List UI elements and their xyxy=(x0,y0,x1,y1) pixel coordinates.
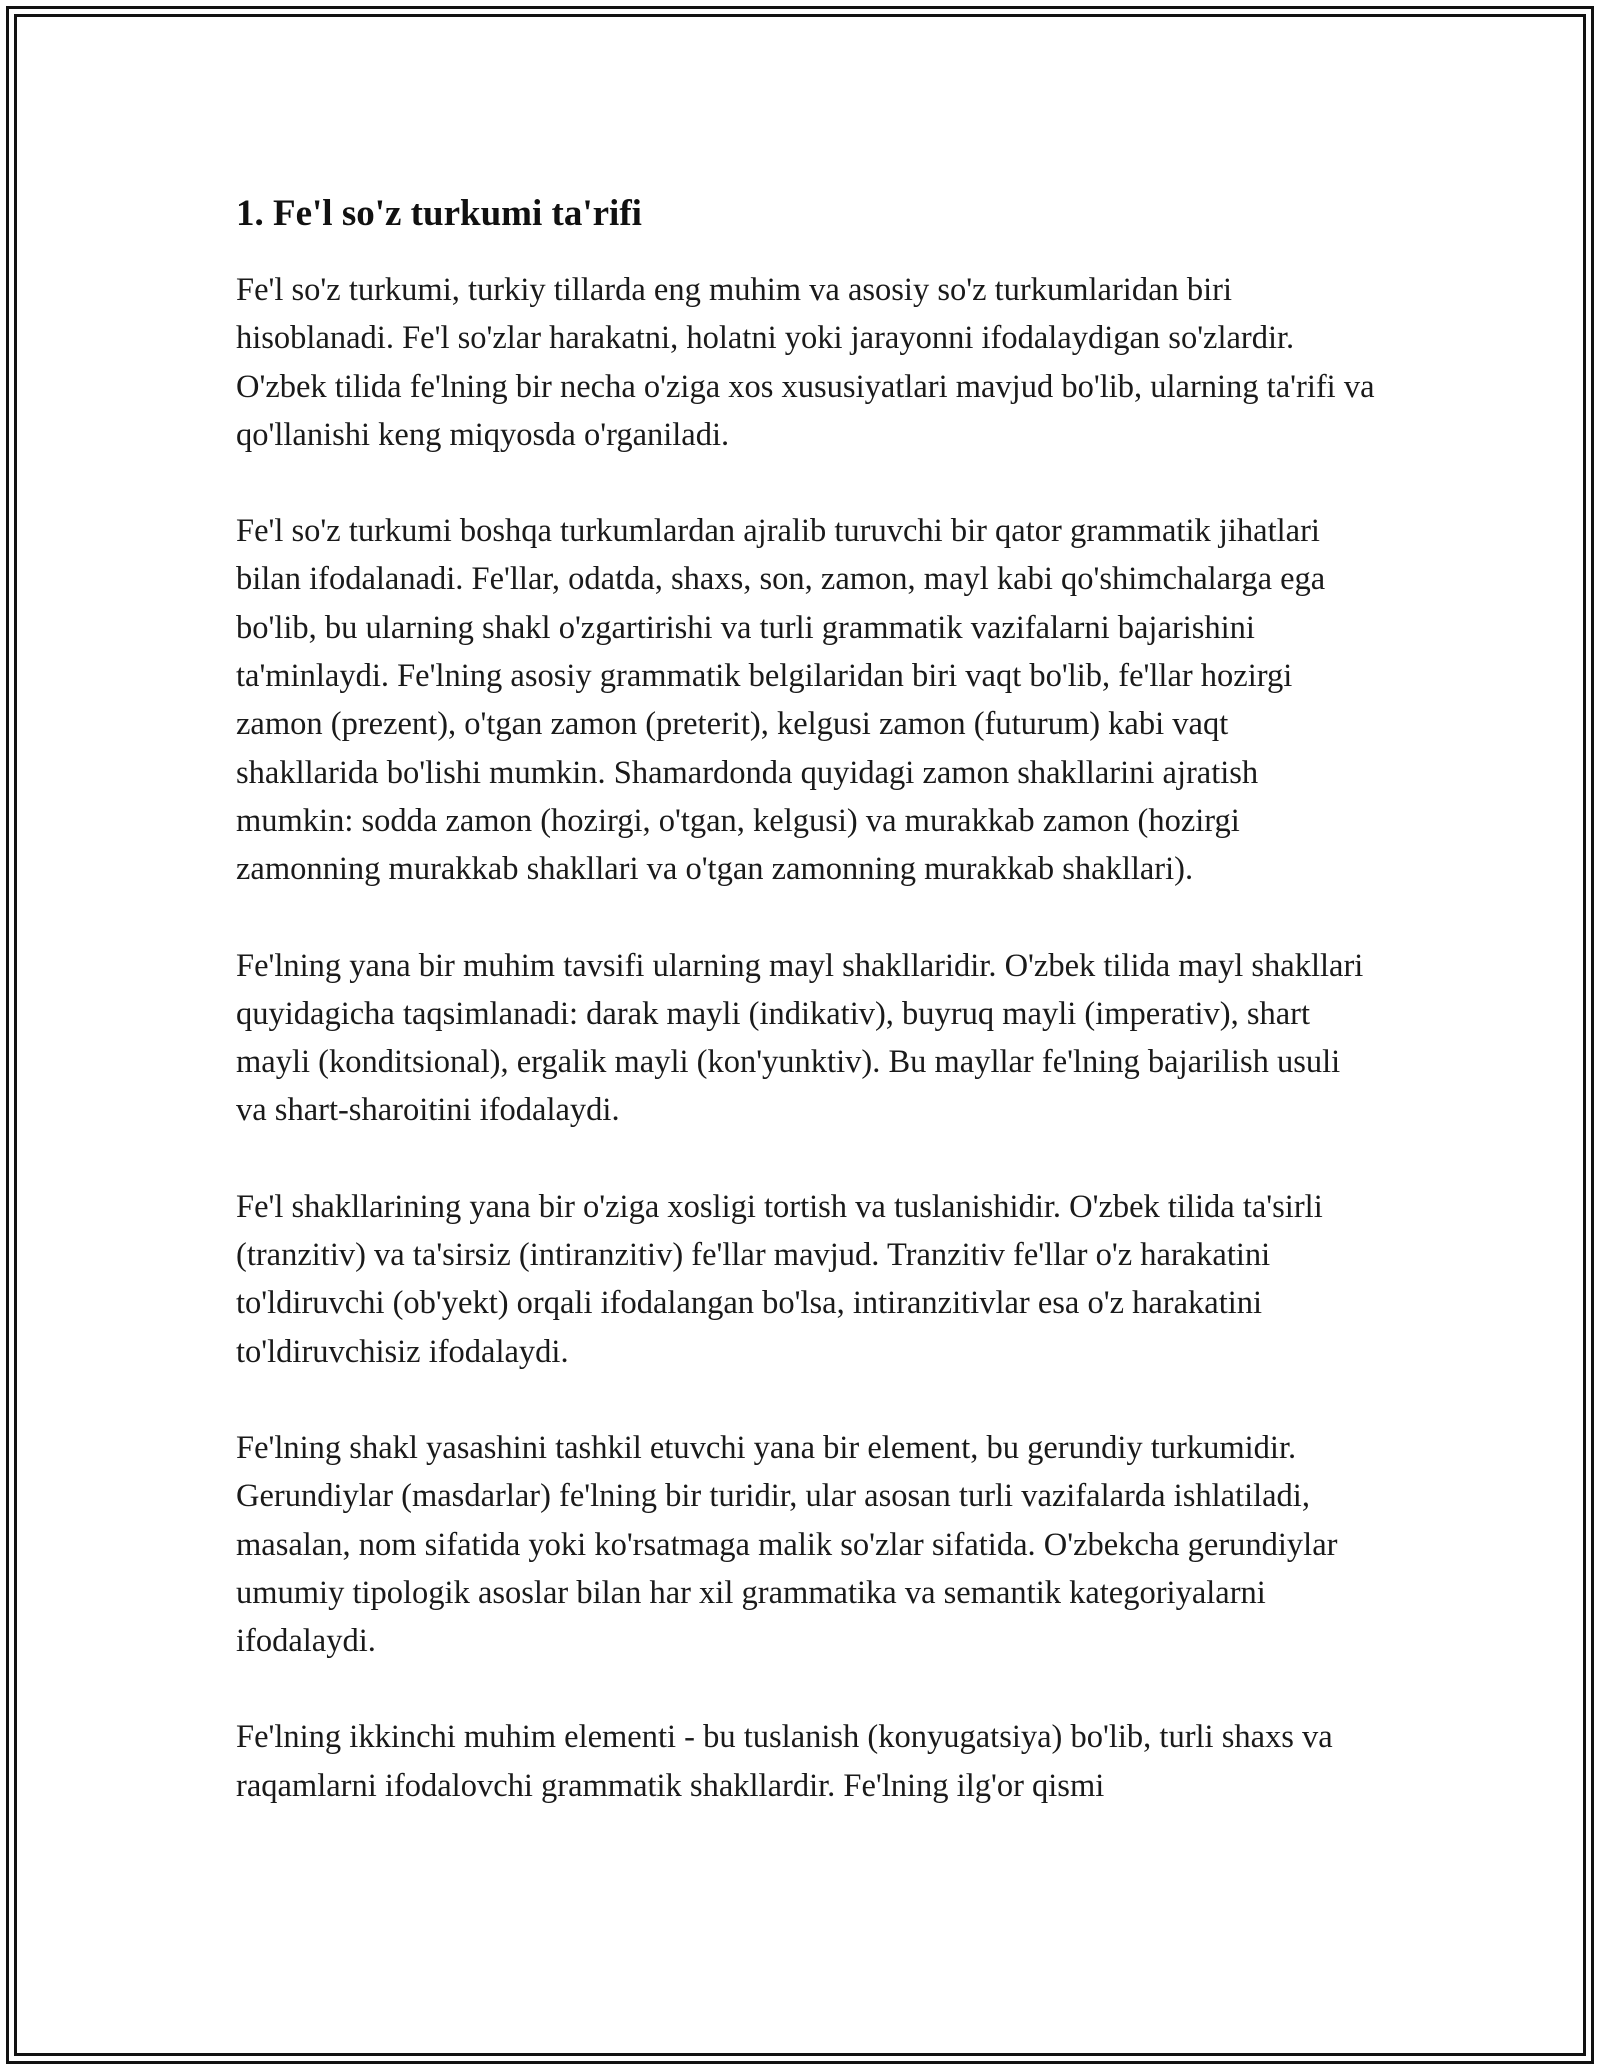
paragraph-conjugation: Fe'lning ikkinchi muhim elementi - bu tuslanish (konyugatsiya) bo'lib, turli shaxs va raqamlarni ifodalovchi grammatik shakllardir. Fe'lning ilg'or qismi xyxy=(236,1719,1333,1804)
paragraph-mood-forms: Fe'lning yana bir muhim tavsifi ularning mayl shakllaridir. O'zbek tilida mayl shakllari quyidagicha taqsimlanadi: darak mayli (indikativ), buyruq mayli (imperativ), shart mayli (konditsional), ergalik mayli (kon'yunktiv). Bu mayllar fe'lning bajarilish usuli va shart-sharoitini ifodalaydi. xyxy=(236,947,1364,1129)
paragraph-transitivity: Fe'l shakllarining yana bir o'ziga xosligi tortish va tuslanishidir. O'zbek tilida ta'sirli (tranzitiv) va ta'sirsiz (intiranzitiv) fe'llar mavjud. Tranzitiv fe'llar o'z harakatini to'ldiruvchi (ob'yekt) orqali ifodalangan bo'lsa, intiranzitivlar esa o'z harakatini to'ldiruvchisiz ifodalaydi. xyxy=(236,1188,1323,1370)
paragraph-gerund: Fe'lning shakl yasashini tashkil etuvchi yana bir element, bu gerundiy turkumidir. Gerundiylar (masdarlar) fe'lning bir turidir, ular asosan turli vazifalarda ishlatiladi, masalan, nom sifatida yoki ko'rsatmaga malik so'zlar sifatida. O'zbekcha gerundiylar umumiy tipologik asoslar bilan har xil grammatika va semantik kategoriyalarni ifodalaydi. xyxy=(236,1429,1338,1660)
section-heading: 1. Fe'l so'z turkumi ta'rifi xyxy=(236,193,642,234)
document-body xyxy=(236,186,1376,1858)
paragraph-definition: Fe'l so'z turkumi, turkiy tillarda eng muhim va asosiy so'z turkumlaridan biri hisoblanadi. Fe'l so'zlar harakatni, holatni yoki jarayonni ifodalaydigan so'zlardir. O'zbek tilida fe'lning bir necha o'ziga xos xususiyatlari mavjud bo'lib, ularning ta'rifi va qo'llanishi keng miqyosda o'rganiladi. xyxy=(236,272,1375,453)
paragraph-grammatical-features: Fe'l so'z turkumi boshqa turkumlardan ajralib turuvchi bir qator grammatik jihatlari bilan ifodalanadi. Fe'llar, odatda, shaxs, son, zamon, mayl kabi qo'shimchalarga ega bo'lib, bu ularning shakl o'zgartirishi va turli grammatik vazifalarni bajarishini ta'minlaydi. Fe'lning asosiy grammatik belgilaridan biri vaqt bo'lib, fe'llar hozirgi zamon (prezent), o'tgan zamon (preterit), kelgusi zamon (futurum) kabi vaqt shakllarida bo'lishi mumkin. Shamardonda quyidagi zamon shakllarini ajratish mumkin: sodda zamon (hozirgi, o'tgan, kelgusi) va murakkab zamon (hozirgi zamonning murakkab shakllari va o'tgan zamonning murakkab shakllari). xyxy=(236,513,1326,888)
